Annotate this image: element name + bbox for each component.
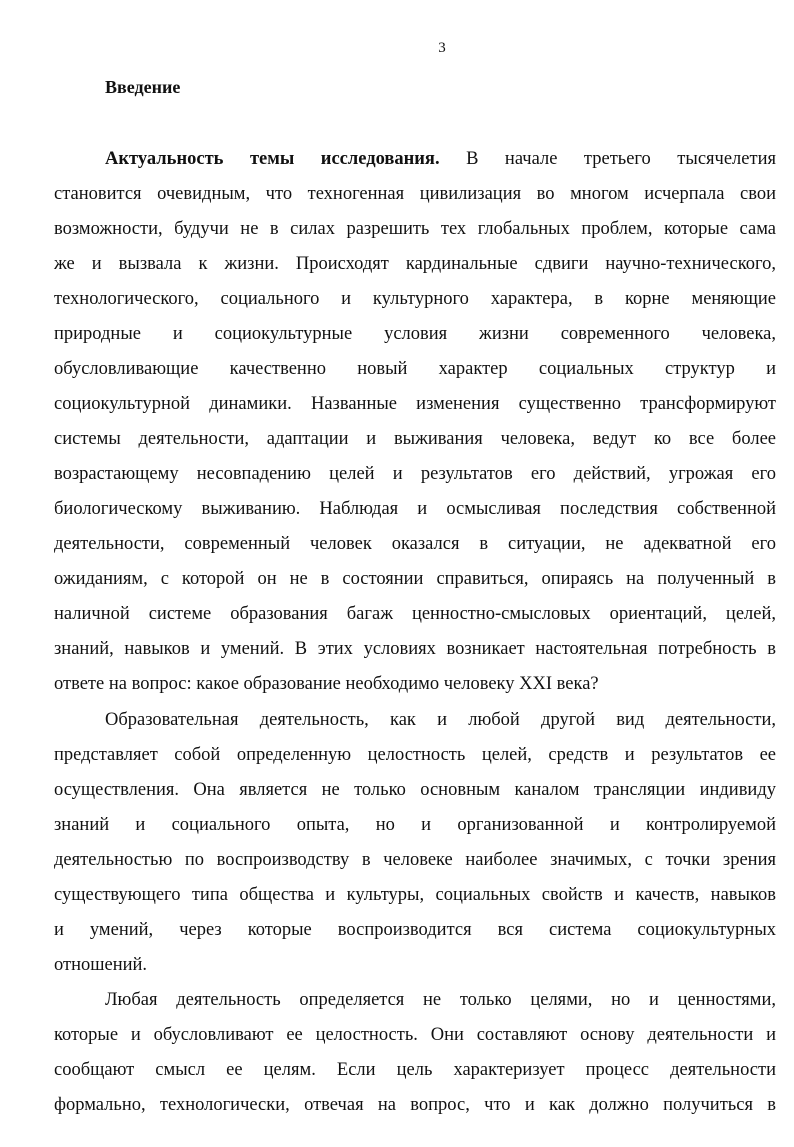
paragraph-3-line-3: сообщают смысл ее целям. Если цель характеризует процесс деятельности [54, 1060, 776, 1080]
paragraph-1-line-2: становится очевидным, что техногенная цивилизация во многом исчерпала свои [54, 184, 776, 204]
paragraph-3-line-2: которые и обусловливают ее целостность. Они составляют основу деятельности и [54, 1025, 776, 1045]
paragraph-3-line-4: формально, технологически, отвечая на вопрос, что и как должно получиться в [54, 1095, 776, 1115]
paragraph-1-line-1 [105, 146, 776, 172]
paragraph-1-line-12: деятельности, современный человек оказался в ситуации, не адекватной его [54, 534, 776, 554]
lead-bold-text: Актуальность темы исследования. [105, 149, 440, 169]
paragraph-1-line-8: социокультурной динамики. Названные изменения существенно трансформируют [54, 394, 776, 414]
paragraph-2-line-4: знаний и социального опыта, но и организованной и контролируемой [54, 815, 776, 835]
paragraph-1-line-10: возрастающему несовпадению целей и результатов его действий, угрожая его [54, 464, 776, 484]
paragraph-2-line-2: представляет собой определенную целостность целей, средств и результатов ее [54, 745, 776, 765]
page-number: 3 [438, 40, 446, 56]
paragraph-1-line-6: природные и социокультурные условия жизни современного человека, [54, 324, 776, 344]
paragraph-1-line-7: обусловливающие качественно новый характер социальных структур и [54, 359, 776, 379]
paragraph-2-line-8: отношений. [54, 955, 148, 975]
paragraph-2-line-1: Образовательная деятельность, как и любой другой вид деятельности, [105, 710, 776, 730]
paragraph-1-line-4: же и вызвала к жизни. Происходят кардинальные сдвиги научно-технического, [54, 254, 776, 274]
paragraph-2-line-3: осуществления. Она является не только основным каналом трансляции индивиду [54, 780, 776, 800]
paragraph-1-line-14: наличной системе образования багаж ценностно-смысловых ориентаций, целей, [54, 604, 776, 624]
paragraph-1-line-5: технологического, социального и культурного характера, в корне меняющие [54, 289, 776, 309]
paragraph-1-line-16: ответе на вопрос: какое образование необходимо человеку XXI века? [54, 674, 599, 694]
section-heading: Введение [105, 77, 181, 97]
line-text: В начале третьего тысячелетия [439, 149, 776, 169]
paragraph-1-line-9: системы деятельности, адаптации и выживания человека, ведут ко все более [54, 429, 776, 449]
paragraph-1-line-15: знаний, навыков и умений. В этих условиях возникает настоятельная потребность в [54, 639, 776, 659]
paragraph-1-line-3: возможности, будучи не в силах разрешить тех глобальных проблем, которые сама [54, 219, 776, 239]
paragraph-2-line-7: и умений, через которые воспроизводится вся система социокультурных [54, 920, 776, 940]
paragraph-2-line-6: существующего типа общества и культуры, социальных свойств и качеств, навыков [54, 885, 776, 905]
paragraph-1-line-13: ожиданиям, с которой он не в состоянии справиться, опираясь на полученный в [54, 569, 776, 589]
paragraph-3-line-1: Любая деятельность определяется не только целями, но и ценностями, [105, 990, 776, 1010]
paragraph-2-line-5: деятельностью по воспроизводству в человеке наиболее значимых, с точки зрения [54, 850, 776, 870]
paragraph-1-line-11: биологическому выживанию. Наблюдая и осмысливая последствия собственной [54, 499, 776, 519]
